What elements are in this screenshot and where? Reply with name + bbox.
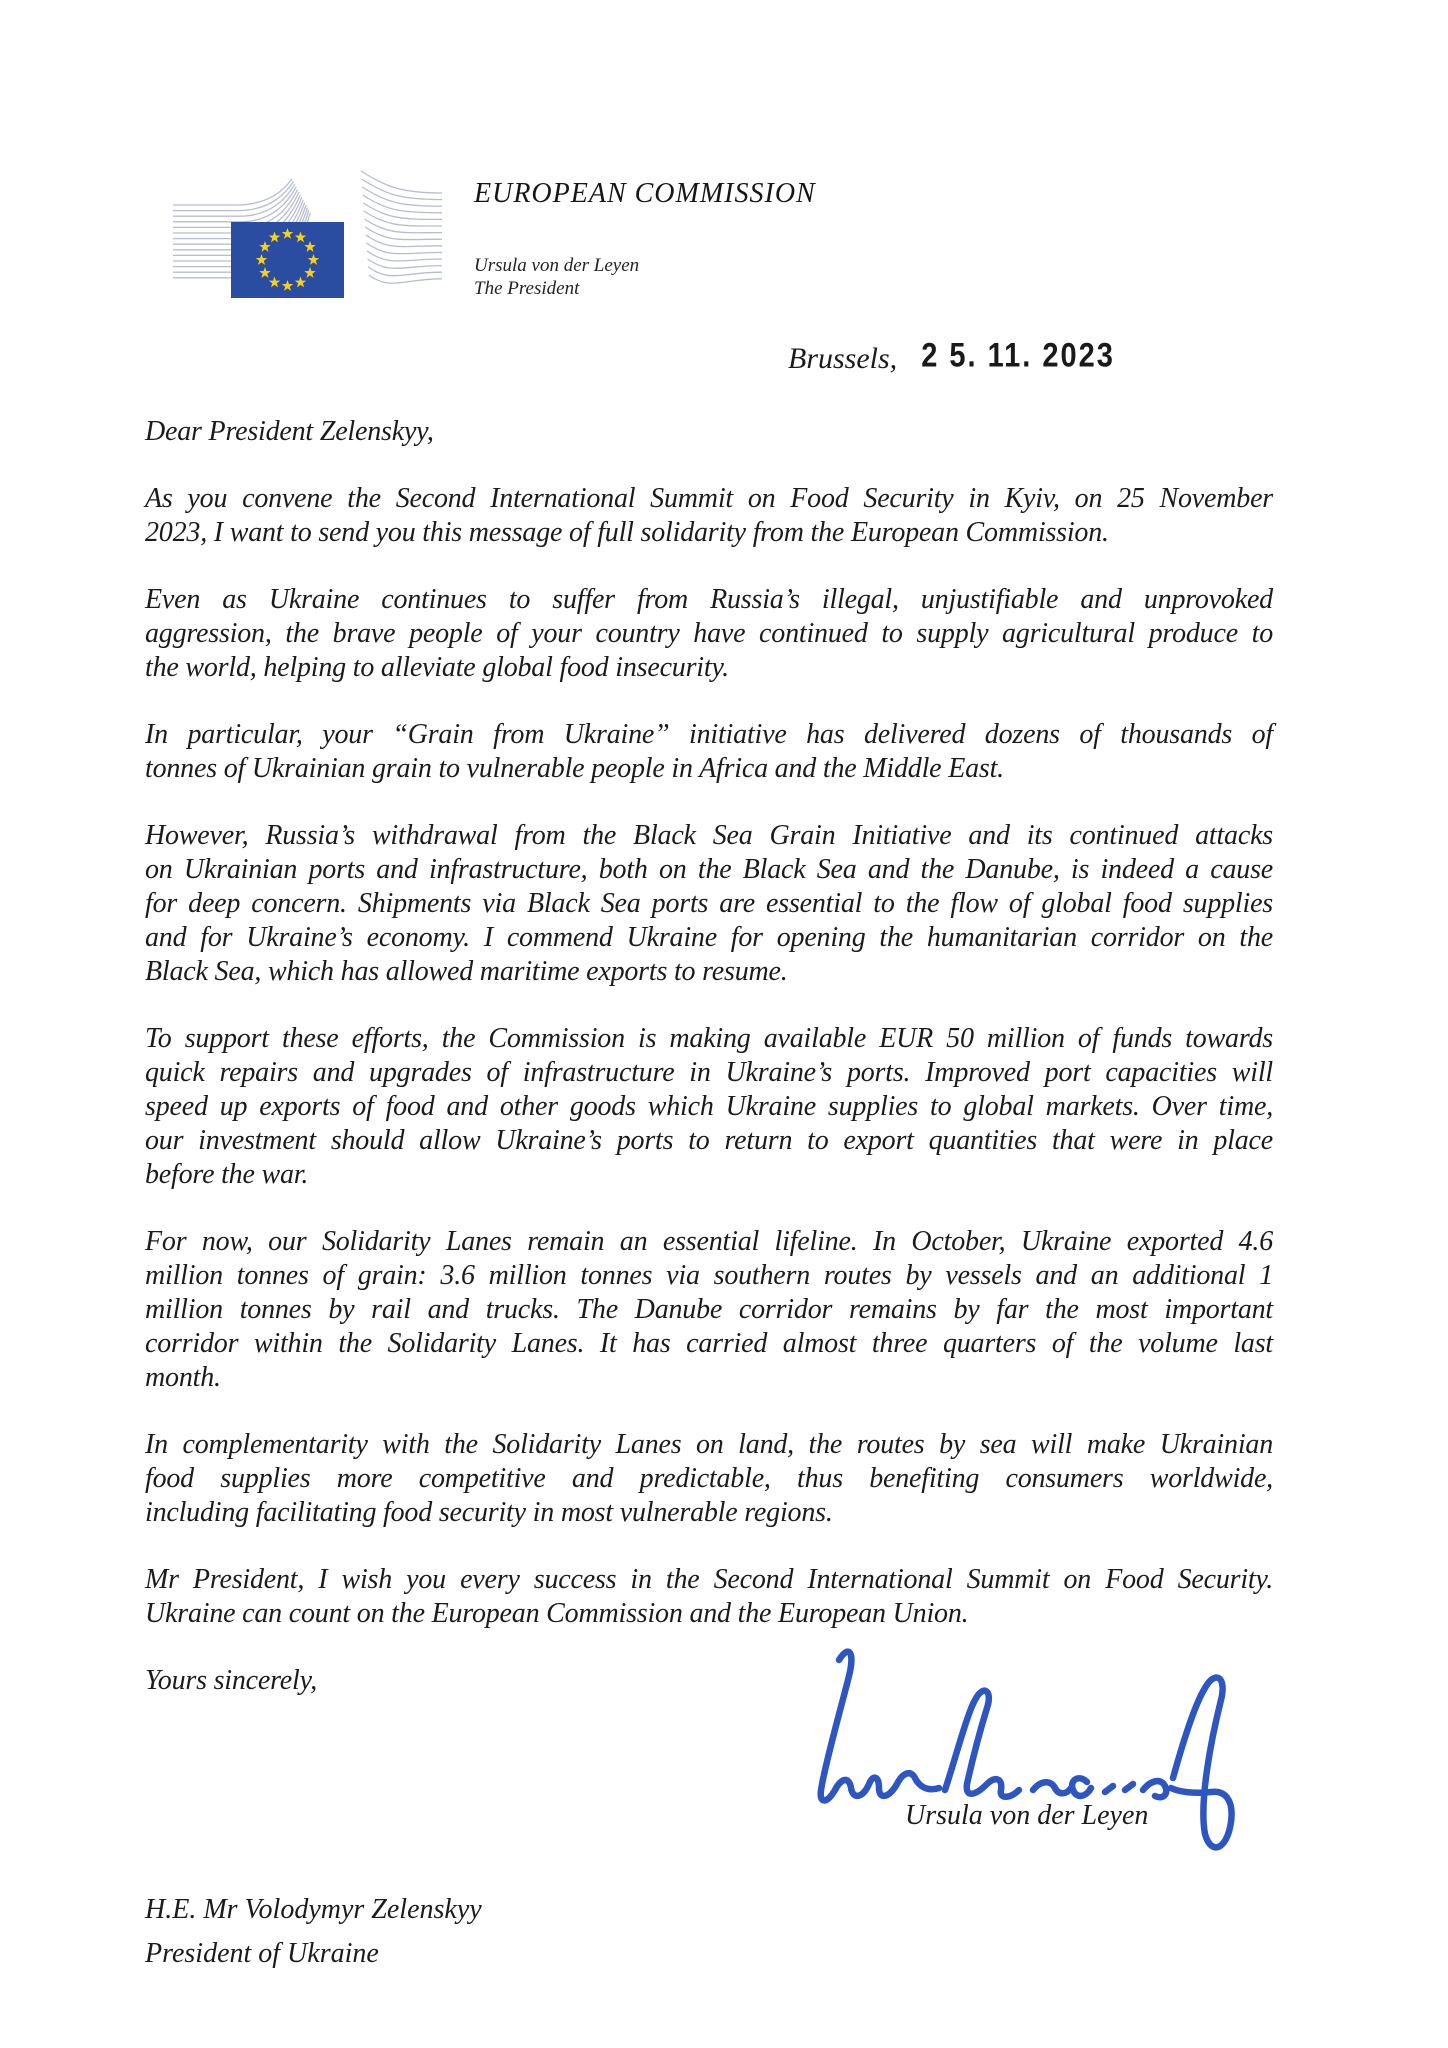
paragraph-line: our investment should allow Ukraine’s ports to return to export quantities that were in place	[145, 1125, 1273, 1156]
paragraph	[145, 1428, 1273, 1530]
paragraph-line: quick repairs and upgrades of infrastructure in Ukraine’s ports. Improved port capacities will	[145, 1057, 1273, 1088]
paragraph	[145, 1022, 1273, 1192]
recipient-block	[145, 1888, 482, 1976]
paragraph-line: before the war.	[145, 1159, 309, 1190]
european-commission-logo	[140, 135, 480, 320]
paragraph-line: Even as Ukraine continues to suffer from Russia’s illegal, unjustifiable and unprovoked	[145, 584, 1273, 615]
salutation: Dear President Zelenskyy,	[145, 416, 434, 447]
sender-name: Ursula von der Leyen	[474, 255, 640, 276]
recipient-title: President of Ukraine	[145, 1938, 379, 1969]
letter-paragraphs	[145, 482, 1273, 1631]
paragraph-line: aggression, the brave people of your country have continued to supply agricultural produce to	[145, 618, 1273, 649]
letter-body	[145, 415, 1273, 1698]
paragraph-line: To support these efforts, the Commission is making available EUR 50 million of funds towards	[145, 1023, 1273, 1054]
paragraph	[145, 1563, 1273, 1631]
paragraph-line: 2023, I want to send you this message of full solidarity from the European Commission.	[145, 517, 1109, 548]
paragraph-line: food supplies more competitive and predictable, thus benefiting consumers worldwide,	[145, 1463, 1273, 1494]
paragraph	[145, 583, 1273, 685]
paragraph-line: tonnes of Ukrainian grain to vulnerable people in Africa and the Middle East.	[145, 753, 1004, 784]
paragraph-line: As you convene the Second International Summit on Food Security in Kyiv, on 25 November	[145, 483, 1273, 514]
dateline	[788, 337, 1115, 376]
paragraph-line: corridor within the Solidarity Lanes. It has carried almost three quarters of the volume last	[145, 1328, 1273, 1359]
paragraph	[145, 718, 1273, 786]
paragraph-line: For now, our Solidarity Lanes remain an essential lifeline. In October, Ukraine exported 4.6	[145, 1226, 1273, 1257]
paragraph-line: speed up exports of food and other goods which Ukraine supplies to global markets. Over time,	[145, 1091, 1273, 1122]
paragraph	[145, 1225, 1273, 1395]
paragraph-line: In particular, your “Grain from Ukraine” initiative has delivered dozens of thousands of	[145, 719, 1273, 750]
date-place: Brussels,	[788, 342, 898, 375]
paragraph-line: However, Russia’s withdrawal from the Black Sea Grain Initiative and its continued attacks	[145, 820, 1273, 851]
paragraph-line: million tonnes by rail and trucks. The Danube corridor remains by far the most important	[145, 1294, 1273, 1325]
paragraph-line: on Ukrainian ports and infrastructure, both on the Black Sea and the Danube, is indeed a cause	[145, 854, 1273, 885]
paragraph-line: and for Ukraine’s economy. I commend Ukraine for opening the humanitarian corridor on the	[145, 922, 1273, 953]
paragraph-line: the world, helping to alleviate global food insecurity.	[145, 652, 729, 683]
paragraph-line: for deep concern. Shipments via Black Sea ports are essential to the flow of global food supplies	[145, 888, 1273, 919]
paragraph-line: In complementarity with the Solidarity Lanes on land, the routes by sea will make Ukrainian	[145, 1429, 1273, 1460]
paragraph-line: Black Sea, which has allowed maritime exports to resume.	[145, 956, 788, 987]
paragraph	[145, 819, 1273, 989]
date-stamp: 2 5. 11. 2023	[921, 337, 1115, 375]
paragraph-line: Mr President, I wish you every success in the Second International Summit on Food Security.	[145, 1564, 1273, 1595]
paragraph-line: month.	[145, 1362, 221, 1393]
signed-name: Ursula von der Leyen	[905, 1800, 1149, 1831]
paragraph-line: Ukraine can count on the European Commission and the European Union.	[145, 1598, 969, 1629]
sender-block	[474, 254, 639, 300]
paragraph-line: million tonnes of grain: 3.6 million tonnes via southern routes by vessels and an additional 1	[145, 1260, 1273, 1291]
sender-title: The President	[474, 278, 580, 299]
recipient-name: H.E. Mr Volodymyr Zelenskyy	[145, 1894, 482, 1925]
closing: Yours sincerely,	[145, 1665, 318, 1696]
org-title: EUROPEAN COMMISSION	[474, 178, 816, 209]
logo-right-curl-lines	[361, 171, 442, 283]
paragraph	[145, 482, 1273, 550]
paragraph-line: including facilitating food security in most vulnerable regions.	[145, 1497, 833, 1528]
